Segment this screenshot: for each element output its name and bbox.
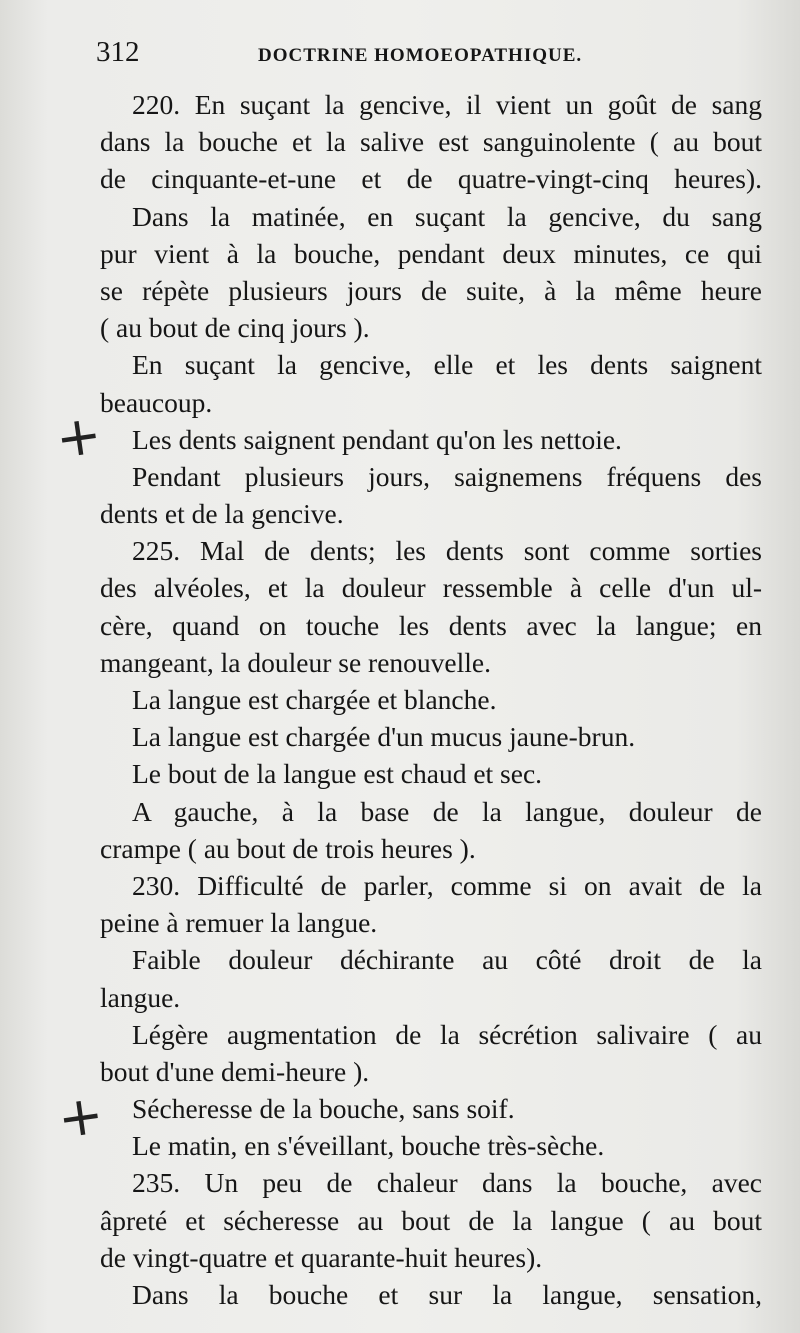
page-number: 312 (96, 36, 140, 68)
margin-cross-mark: + (53, 1082, 108, 1151)
text-line: langue. (100, 981, 181, 1013)
text-line: bout d'une demi-heure ). (100, 1055, 370, 1087)
text-line: Faible douleur déchirante au côté droit de la (132, 944, 762, 976)
text-line: des alvéoles, et la douleur ressemble à celle d'un ul- (100, 572, 762, 604)
text-line: A gauche, à la base de la langue, douleur de (132, 795, 762, 827)
text-line: âpreté et sécheresse au bout de la langue ( au bout (100, 1204, 762, 1236)
text-line: Pendant plusieurs jours, saignemens fréquens des (132, 460, 762, 492)
text-line: Dans la matinée, en suçant la gencive, du sang (132, 200, 762, 232)
text-line: mangeant, la douleur se renouvelle. (100, 646, 491, 678)
body-text (100, 86, 762, 1313)
text-line: dents et de la gencive. (100, 498, 344, 530)
text-line: beaucoup. (100, 386, 213, 418)
text-line: crampe ( au bout de trois heures ). (100, 832, 476, 864)
text-line: cère, quand on touche les dents avec la langue; en (100, 609, 762, 641)
text-line: Dans la bouche et sur la langue, sensation, (132, 1279, 762, 1310)
text-line: 230. Difficulté de parler, comme si on avait de la (132, 869, 762, 901)
running-title: DOCTRINE HOMOEOPATHIQUE. (258, 45, 583, 66)
text-line: Le bout de la langue est chaud et sec. (132, 758, 543, 790)
text-line: de cinquante-et-une et de quatre-vingt-cinq heures). (100, 163, 762, 195)
text-line: Le matin, en s'éveillant, bouche très-sèche. (132, 1130, 605, 1162)
text-line: Sécheresse de la bouche, sans soif. (132, 1093, 515, 1125)
text-line: dans la bouche et la salive est sanguinolente ( au bout (100, 126, 762, 158)
text-line: Les dents saignent pendant qu'on les nettoie. (132, 423, 622, 455)
text-line: En suçant la gencive, elle et les dents saignent (132, 349, 762, 381)
text-line: ( au bout de cinq jours ). (100, 312, 370, 344)
text-line: Légère augmentation de la sécrétion salivaire ( au (132, 1018, 762, 1050)
text-line: peine à remuer la langue. (100, 907, 378, 939)
text-line: pur vient à la bouche, pendant deux minutes, ce qui (100, 237, 762, 269)
margin-cross-mark: + (51, 402, 106, 471)
text-line: 220. En suçant la gencive, il vient un goût de sang (132, 89, 762, 120)
text-line: La langue est chargée d'un mucus jaune-brun. (132, 721, 636, 753)
text-line: 225. Mal de dents; les dents sont comme sorties (132, 535, 762, 567)
page-header (96, 36, 716, 76)
text-line: 235. Un peu de chaleur dans la bouche, avec (132, 1167, 762, 1199)
text-line: de vingt-quatre et quarante-huit heures). (100, 1241, 543, 1273)
text-line: La langue est chargée et blanche. (132, 684, 497, 715)
text-line: se répète plusieurs jours de suite, à la même heure (100, 274, 762, 306)
